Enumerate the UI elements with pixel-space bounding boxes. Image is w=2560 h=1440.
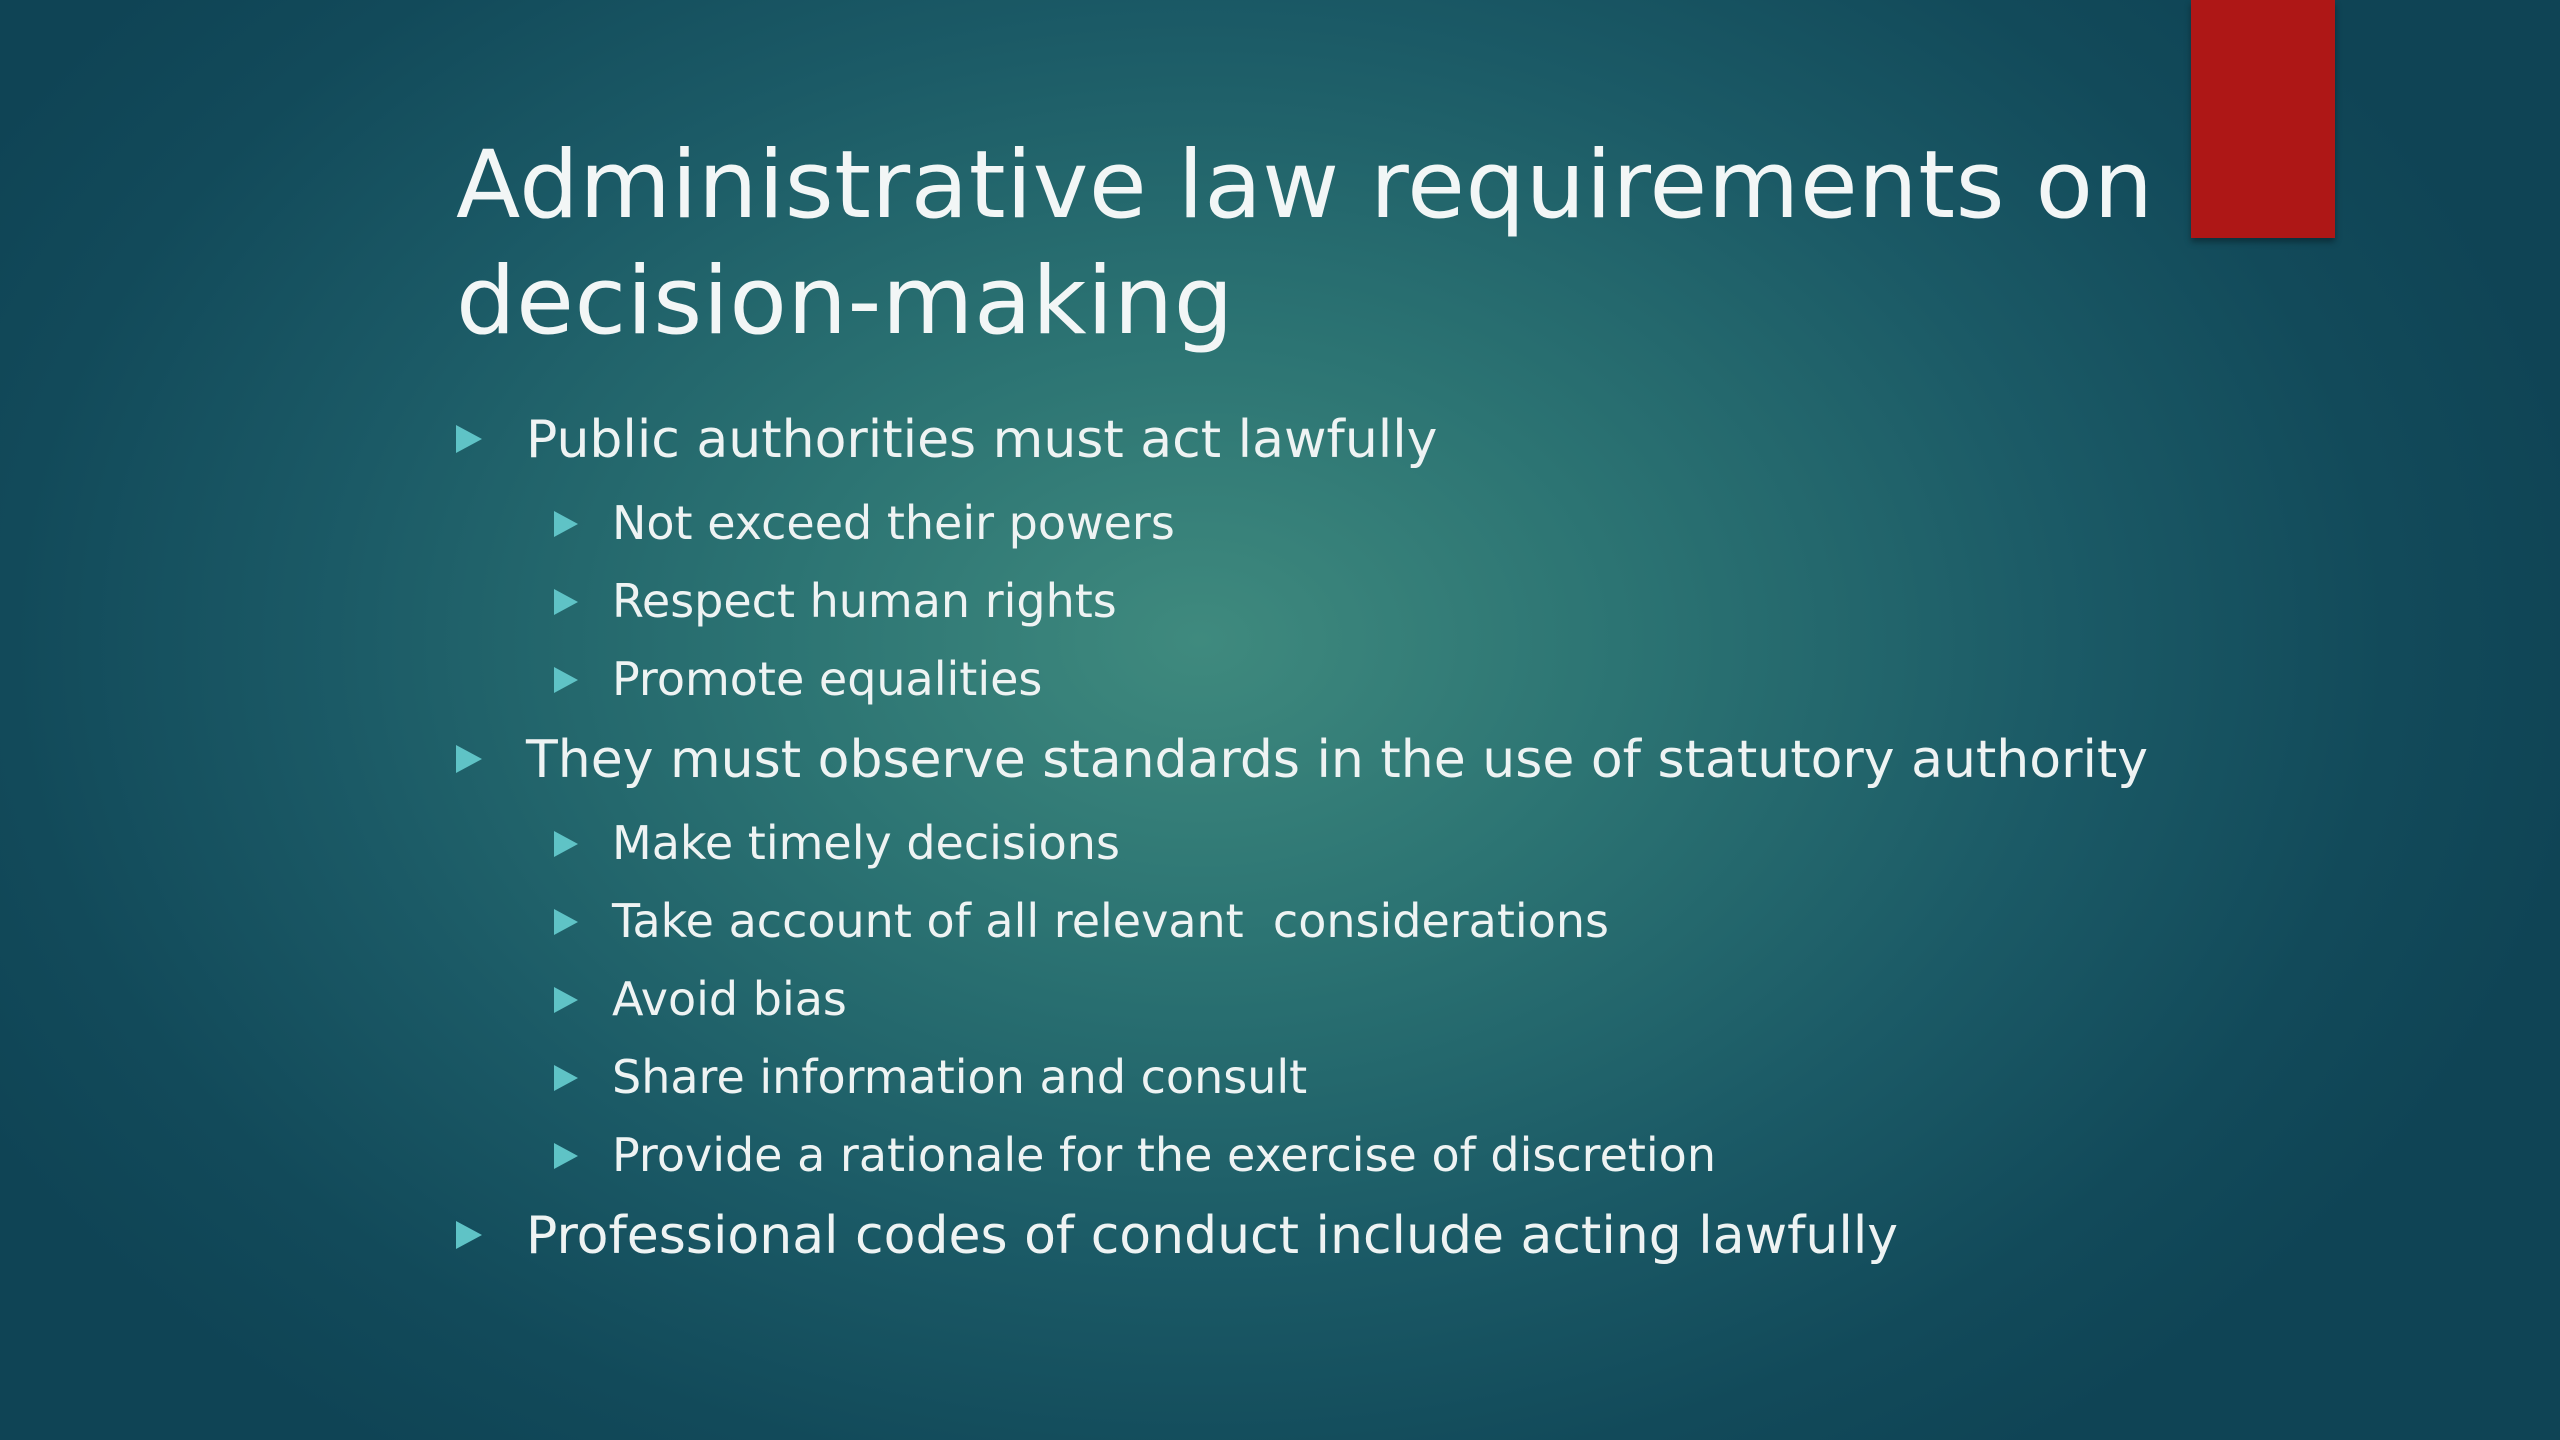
sub-bullet-text: Not exceed their powers xyxy=(612,496,1175,550)
slide-title-line-1: Administrative law requirements on xyxy=(456,131,2154,240)
triangle-right-icon xyxy=(554,831,578,857)
triangle-right-icon xyxy=(554,667,578,693)
sub-bullet-text: Share information and consult xyxy=(612,1050,1308,1104)
sub-bullet-text: Promote equalities xyxy=(612,652,1043,706)
bullet-text: Public authorities must act lawfully xyxy=(526,410,1438,470)
sub-bullet-item xyxy=(554,650,1042,708)
bullet-item xyxy=(456,728,2148,792)
bullet-item xyxy=(456,1204,1898,1268)
triangle-right-icon xyxy=(456,425,482,453)
triangle-right-icon xyxy=(554,511,578,537)
sub-bullet-text: Respect human rights xyxy=(612,574,1117,628)
sub-bullet-text: Take account of all relevant considerations xyxy=(612,894,1609,948)
sub-bullet-text: Make timely decisions xyxy=(612,816,1120,870)
sub-bullet-item xyxy=(554,892,1609,950)
triangle-right-icon xyxy=(554,1143,578,1169)
bullet-item xyxy=(456,408,1437,472)
sub-bullet-item xyxy=(554,970,847,1028)
triangle-right-icon xyxy=(456,1221,482,1249)
triangle-right-icon xyxy=(554,589,578,615)
triangle-right-icon xyxy=(554,1065,578,1091)
bullet-list xyxy=(456,0,2256,1440)
sub-bullet-text: Avoid bias xyxy=(612,972,847,1026)
sub-bullet-item xyxy=(554,1126,1716,1184)
triangle-right-icon xyxy=(554,987,578,1013)
bullet-text: Professional codes of conduct include acting lawfully xyxy=(526,1206,1899,1266)
triangle-right-icon xyxy=(456,745,482,773)
sub-bullet-item xyxy=(554,1048,1307,1106)
bullet-text: They must observe standards in the use of statutory authority xyxy=(526,730,2149,790)
sub-bullet-item xyxy=(554,494,1175,552)
sub-bullet-text: Provide a rationale for the exercise of discretion xyxy=(612,1128,1716,1182)
triangle-right-icon xyxy=(554,909,578,935)
sub-bullet-item xyxy=(554,814,1120,872)
slide-title-line-2: decision-making xyxy=(456,247,1234,356)
sub-bullet-item xyxy=(554,572,1117,630)
